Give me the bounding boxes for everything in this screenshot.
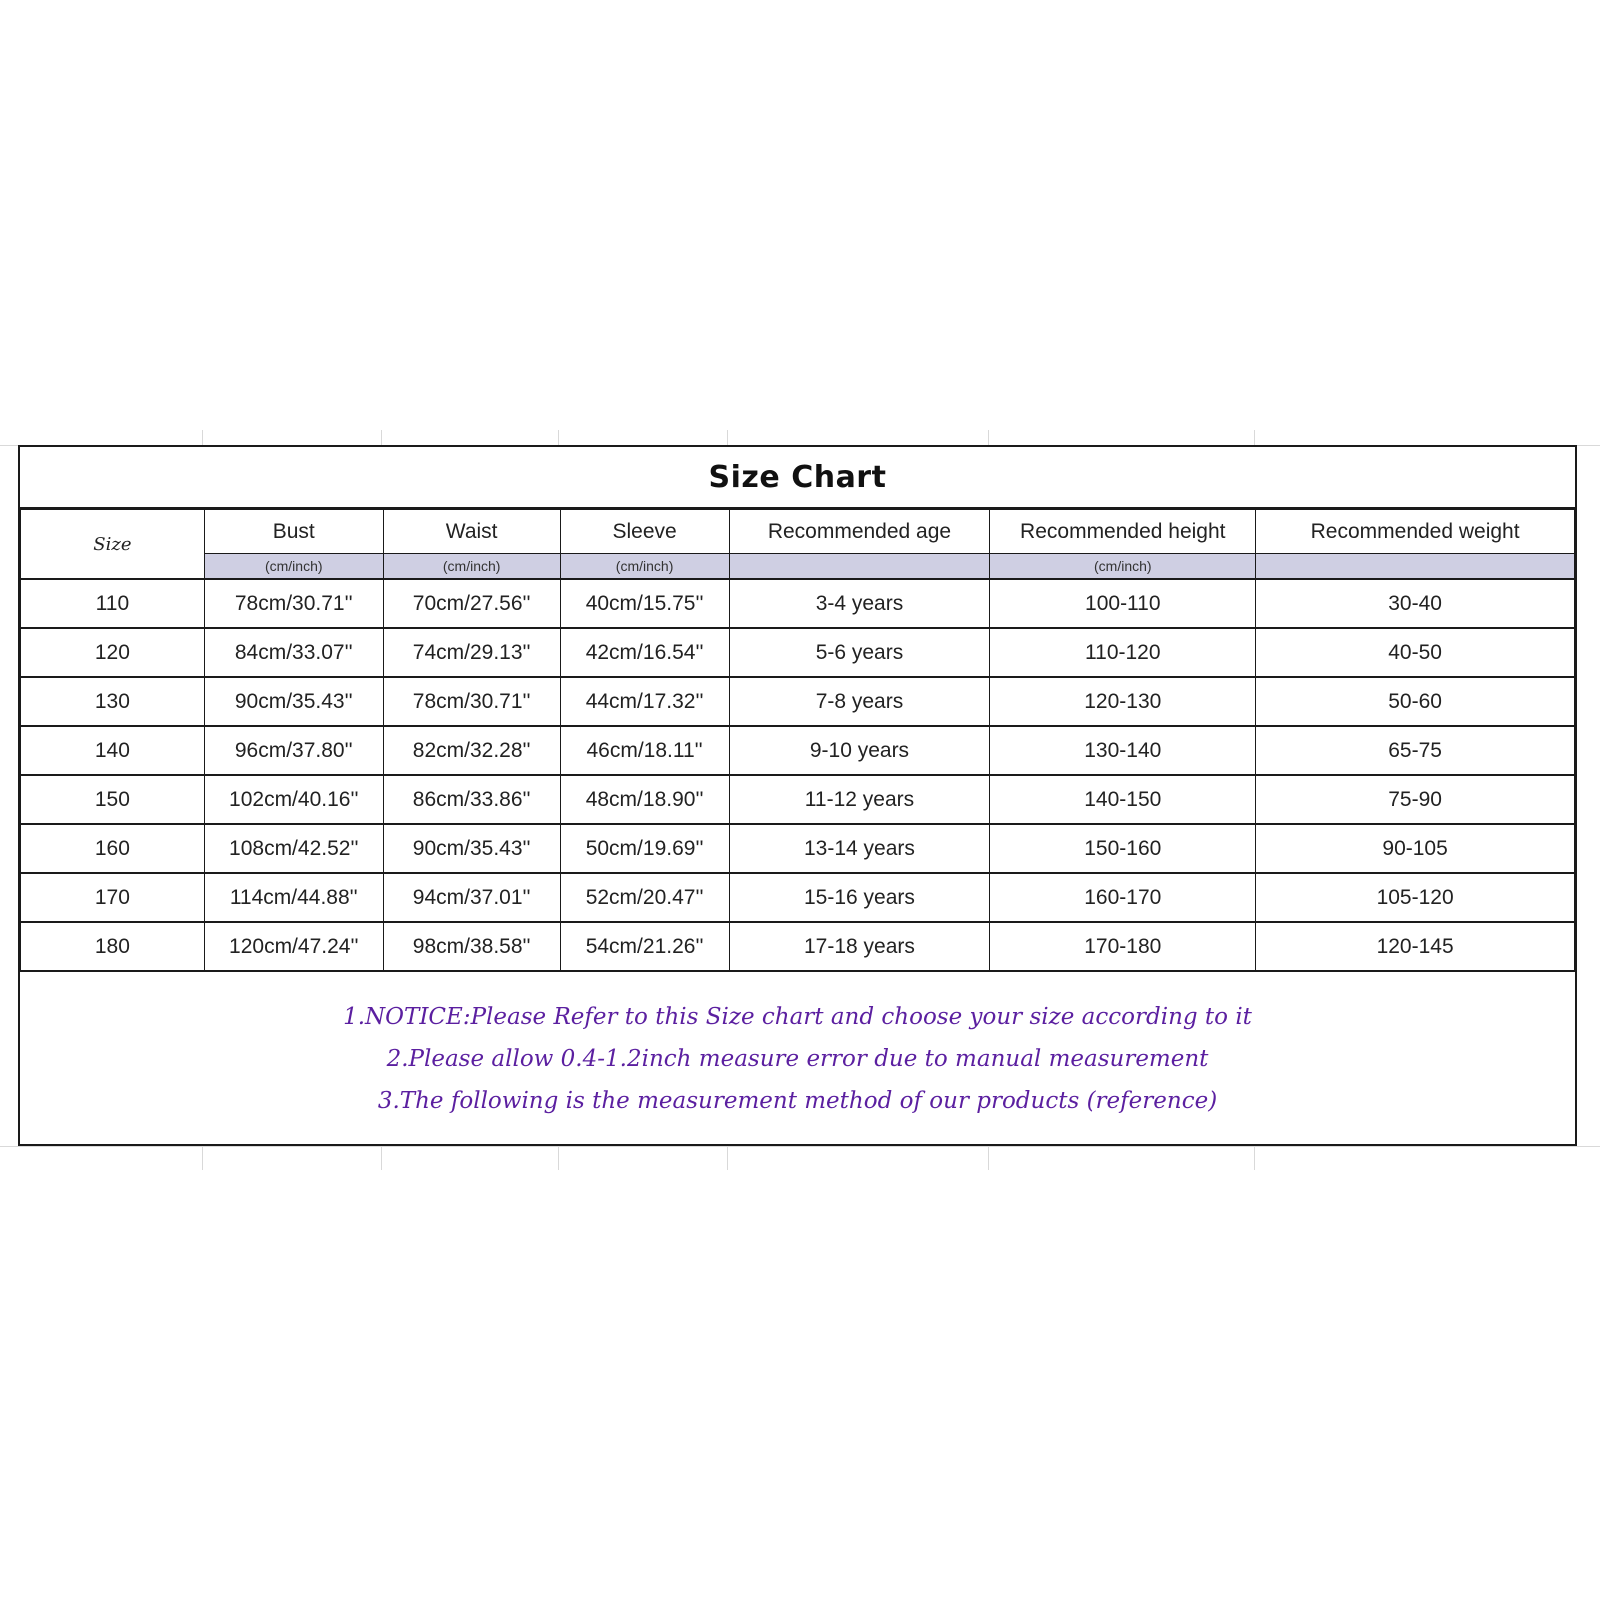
cell-sleeve: 40cm/15.75'' bbox=[560, 579, 729, 628]
cell-height: 110-120 bbox=[990, 628, 1256, 677]
column-header: Recommended age bbox=[729, 510, 990, 554]
table-row bbox=[21, 922, 1575, 971]
cell-age: 7-8 years bbox=[729, 677, 990, 726]
cell-bust: 114cm/44.88'' bbox=[204, 873, 383, 922]
cell-bust: 96cm/37.80'' bbox=[204, 726, 383, 775]
cell-age: 13-14 years bbox=[729, 824, 990, 873]
notes-section bbox=[20, 970, 1575, 1146]
table-row bbox=[21, 775, 1575, 824]
cell-waist: 70cm/27.56'' bbox=[383, 579, 560, 628]
cell-size: 140 bbox=[21, 726, 205, 775]
sheet-gridline bbox=[0, 1146, 1600, 1147]
cell-weight: 75-90 bbox=[1256, 775, 1575, 824]
unit-label bbox=[729, 554, 990, 580]
cell-sleeve: 48cm/18.90'' bbox=[560, 775, 729, 824]
cell-age: 17-18 years bbox=[729, 922, 990, 971]
table-row bbox=[21, 726, 1575, 775]
cell-waist: 94cm/37.01'' bbox=[383, 873, 560, 922]
cell-size: 160 bbox=[21, 824, 205, 873]
cell-height: 100-110 bbox=[990, 579, 1256, 628]
cell-sleeve: 42cm/16.54'' bbox=[560, 628, 729, 677]
note-line: 1.NOTICE:Please Refer to this Size chart and choose your size according to it bbox=[343, 1004, 1252, 1030]
cell-size: 110 bbox=[21, 579, 205, 628]
cell-height: 150-160 bbox=[990, 824, 1256, 873]
unit-label: (cm/inch) bbox=[560, 554, 729, 580]
cell-bust: 84cm/33.07'' bbox=[204, 628, 383, 677]
cell-waist: 78cm/30.71'' bbox=[383, 677, 560, 726]
cell-size: 150 bbox=[21, 775, 205, 824]
note-line: 3.The following is the measurement method of our products (reference) bbox=[377, 1088, 1218, 1114]
cell-sleeve: 54cm/21.26'' bbox=[560, 922, 729, 971]
cell-weight: 40-50 bbox=[1256, 628, 1575, 677]
cell-height: 120-130 bbox=[990, 677, 1256, 726]
unit-label: (cm/inch) bbox=[204, 554, 383, 580]
cell-waist: 82cm/32.28'' bbox=[383, 726, 560, 775]
cell-weight: 65-75 bbox=[1256, 726, 1575, 775]
cell-bust: 102cm/40.16'' bbox=[204, 775, 383, 824]
cell-height: 130-140 bbox=[990, 726, 1256, 775]
cell-size: 170 bbox=[21, 873, 205, 922]
cell-sleeve: 50cm/19.69'' bbox=[560, 824, 729, 873]
cell-bust: 90cm/35.43'' bbox=[204, 677, 383, 726]
column-header: Recommended weight bbox=[1256, 510, 1575, 554]
cell-height: 170-180 bbox=[990, 922, 1256, 971]
table-row bbox=[21, 677, 1575, 726]
cell-age: 5-6 years bbox=[729, 628, 990, 677]
table-row bbox=[21, 873, 1575, 922]
note-line: 2.Please allow 0.4-1.2inch measure error due to manual measurement bbox=[386, 1046, 1209, 1072]
cell-waist: 98cm/38.58'' bbox=[383, 922, 560, 971]
unit-label bbox=[1256, 554, 1575, 580]
chart-title: Size Chart bbox=[708, 459, 887, 495]
unit-row bbox=[21, 554, 1575, 580]
cell-waist: 90cm/35.43'' bbox=[383, 824, 560, 873]
cell-age: 11-12 years bbox=[729, 775, 990, 824]
column-header: Bust bbox=[204, 510, 383, 554]
cell-waist: 86cm/33.86'' bbox=[383, 775, 560, 824]
unit-label: (cm/inch) bbox=[990, 554, 1256, 580]
cell-bust: 78cm/30.71'' bbox=[204, 579, 383, 628]
column-header: Sleeve bbox=[560, 510, 729, 554]
cell-weight: 50-60 bbox=[1256, 677, 1575, 726]
title-row bbox=[20, 447, 1575, 509]
cell-sleeve: 44cm/17.32'' bbox=[560, 677, 729, 726]
unit-label: (cm/inch) bbox=[383, 554, 560, 580]
size-header: Size bbox=[21, 510, 205, 580]
size-chart bbox=[18, 445, 1577, 1146]
cell-sleeve: 52cm/20.47'' bbox=[560, 873, 729, 922]
cell-size: 180 bbox=[21, 922, 205, 971]
cell-weight: 105-120 bbox=[1256, 873, 1575, 922]
cell-bust: 120cm/47.24'' bbox=[204, 922, 383, 971]
cell-height: 160-170 bbox=[990, 873, 1256, 922]
table-row bbox=[21, 824, 1575, 873]
column-header: Recommended height bbox=[990, 510, 1256, 554]
cell-bust: 108cm/42.52'' bbox=[204, 824, 383, 873]
cell-size: 130 bbox=[21, 677, 205, 726]
size-table bbox=[20, 509, 1575, 971]
header-row bbox=[21, 510, 1575, 554]
column-header: Waist bbox=[383, 510, 560, 554]
table-row bbox=[21, 579, 1575, 628]
cell-age: 15-16 years bbox=[729, 873, 990, 922]
cell-size: 120 bbox=[21, 628, 205, 677]
cell-weight: 30-40 bbox=[1256, 579, 1575, 628]
cell-height: 140-150 bbox=[990, 775, 1256, 824]
cell-age: 3-4 years bbox=[729, 579, 990, 628]
cell-age: 9-10 years bbox=[729, 726, 990, 775]
cell-weight: 120-145 bbox=[1256, 922, 1575, 971]
cell-waist: 74cm/29.13'' bbox=[383, 628, 560, 677]
table-row bbox=[21, 628, 1575, 677]
cell-weight: 90-105 bbox=[1256, 824, 1575, 873]
cell-sleeve: 46cm/18.11'' bbox=[560, 726, 729, 775]
